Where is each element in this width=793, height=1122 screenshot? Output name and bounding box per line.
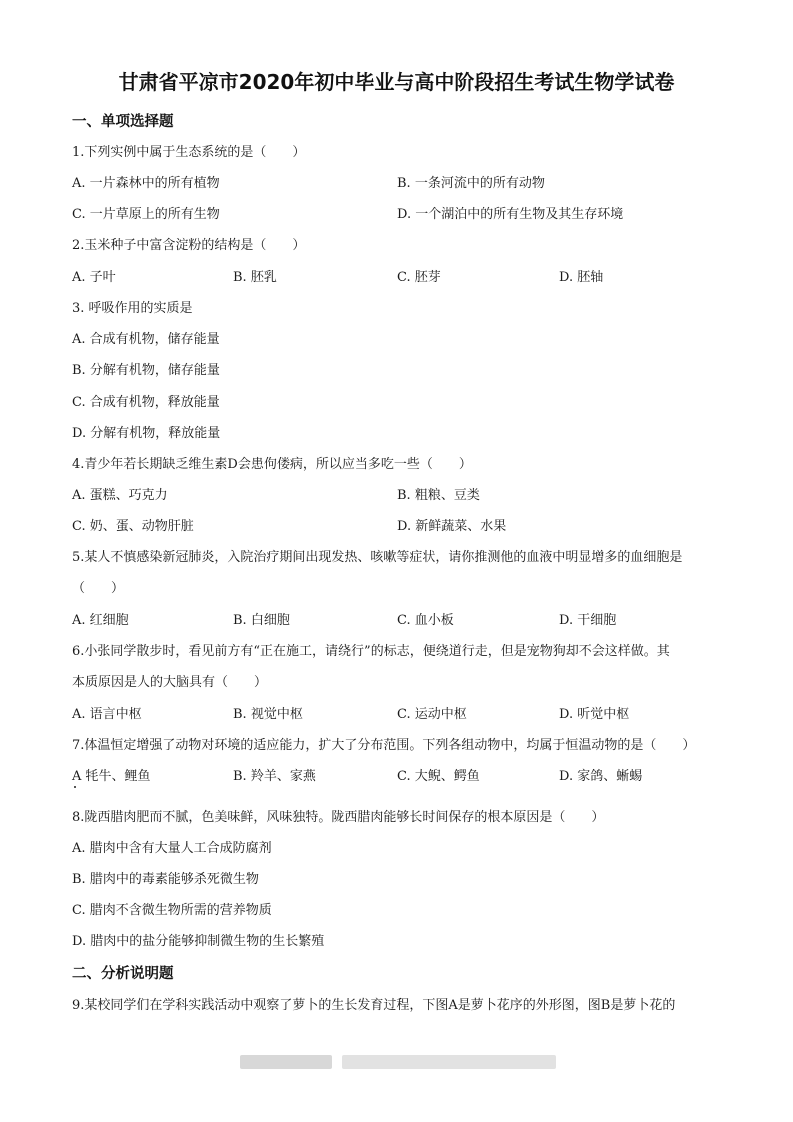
question-7-stem: 7.体温恒定增强了动物对环境的适应能力，扩大了分布范围。下列各组动物中，均属于恒温动物的是（ ）	[72, 738, 696, 753]
question-3-option-a: A. 合成有机物，储存能量	[72, 332, 220, 347]
question-5-stem: 5.某人不慎感染新冠肺炎，入院治疗期间出现发热、咳嗽等症状，请你推测他的血液中明显增多的血细胞是	[72, 550, 683, 565]
question-3-option-c: C. 合成有机物，释放能量	[72, 395, 220, 410]
question-4-option-b: B. 粗粮、豆类	[397, 488, 480, 503]
question-1-option-b: B. 一条河流中的所有动物	[397, 176, 545, 191]
question-2-option-b: B. 胚乳	[233, 270, 277, 285]
question-5-option-d: D. 干细胞	[559, 613, 617, 628]
question-6-stem-continued: 本质原因是人的大脑具有（ ）	[72, 675, 268, 690]
question-6-option-b: B. 视觉中枢	[233, 707, 303, 722]
question-1-stem: 1.下列实例中属于生态系统的是（ ）	[72, 145, 306, 160]
question-6-option-c: C. 运动中枢	[397, 707, 467, 722]
question-3-option-d: D. 分解有机物，释放能量	[72, 426, 221, 441]
question-3-stem: 3. 呼吸作用的实质是	[72, 301, 193, 316]
question-1-option-a: A. 一片森林中的所有植物	[72, 176, 220, 191]
question-1-option-c: C. 一片草原上的所有生物	[72, 207, 220, 222]
question-4-option-c: C. 奶、蛋、动物肝脏	[72, 519, 194, 534]
question-7-option-d: D. 家鸽、蜥蜴	[559, 769, 643, 784]
question-5-option-c: C. 血小板	[397, 613, 454, 628]
question-5-stem-continued: （ ）	[72, 581, 125, 596]
question-8-stem: 8.陇西腊肉肥而不腻，色美味鲜，风味独特。陇西腊肉能够长时间保存的根本原因是（ ）	[72, 810, 605, 825]
question-4-option-a: A. 蛋糕、巧克力	[72, 488, 168, 503]
question-3-option-b: B. 分解有机物，储存能量	[72, 363, 220, 378]
footer-watermark-right	[342, 1055, 556, 1069]
section-heading-single-choice: 一、单项选择题	[72, 114, 174, 130]
question-2-option-c: C. 胚芽	[397, 270, 441, 285]
section-heading-analysis: 二、分析说明题	[72, 966, 174, 982]
question-8-option-d: D. 腊肉中的盐分能够抑制微生物的生长繁殖	[72, 934, 325, 949]
question-7-option-b: B. 羚羊、家燕	[233, 769, 316, 784]
exam-title: 甘肃省平凉市2020年初中毕业与高中阶段招生考试生物学试卷	[118, 70, 675, 94]
question-7-option-a: A 牦牛、鲤鱼	[72, 769, 151, 784]
question-1-option-d: D. 一个湖泊中的所有生物及其生存环境	[397, 207, 624, 222]
question-5-option-b: B. 白细胞	[233, 613, 290, 628]
question-6-stem: 6.小张同学散步时，看见前方有“正在施工，请绕行”的标志，便绕道行走，但是宠物狗却不会这样做。其	[72, 644, 670, 659]
question-2-option-a: A. 子叶	[72, 270, 116, 285]
footer-watermark-left	[240, 1055, 332, 1069]
question-5-option-a: A. 红细胞	[72, 613, 129, 628]
question-6-option-d: D. 听觉中枢	[559, 707, 630, 722]
question-4-option-d: D. 新鲜蔬菜、水果	[397, 519, 507, 534]
question-2-option-d: D. 胚轴	[559, 270, 604, 285]
question-4-stem: 4.青少年若长期缺乏维生素D会患佝偻病，所以应当多吃一些（ ）	[72, 457, 472, 472]
question-8-option-b: B. 腊肉中的毒素能够杀死微生物	[72, 872, 259, 887]
question-6-option-a: A. 语言中枢	[72, 707, 142, 722]
question-7-option-c: C. 大鲵、鳄鱼	[397, 769, 480, 784]
stray-dot-mark	[74, 786, 76, 788]
question-8-option-a: A. 腊肉中含有大量人工合成防腐剂	[72, 841, 272, 856]
question-9-stem: 9.某校同学们在学科实践活动中观察了萝卜的生长发育过程，下图A是萝卜花序的外形图，图B是萝卜花的	[72, 998, 676, 1013]
question-8-option-c: C. 腊肉不含微生物所需的营养物质	[72, 903, 272, 918]
question-2-stem: 2.玉米种子中富含淀粉的结构是（ ）	[72, 238, 306, 253]
